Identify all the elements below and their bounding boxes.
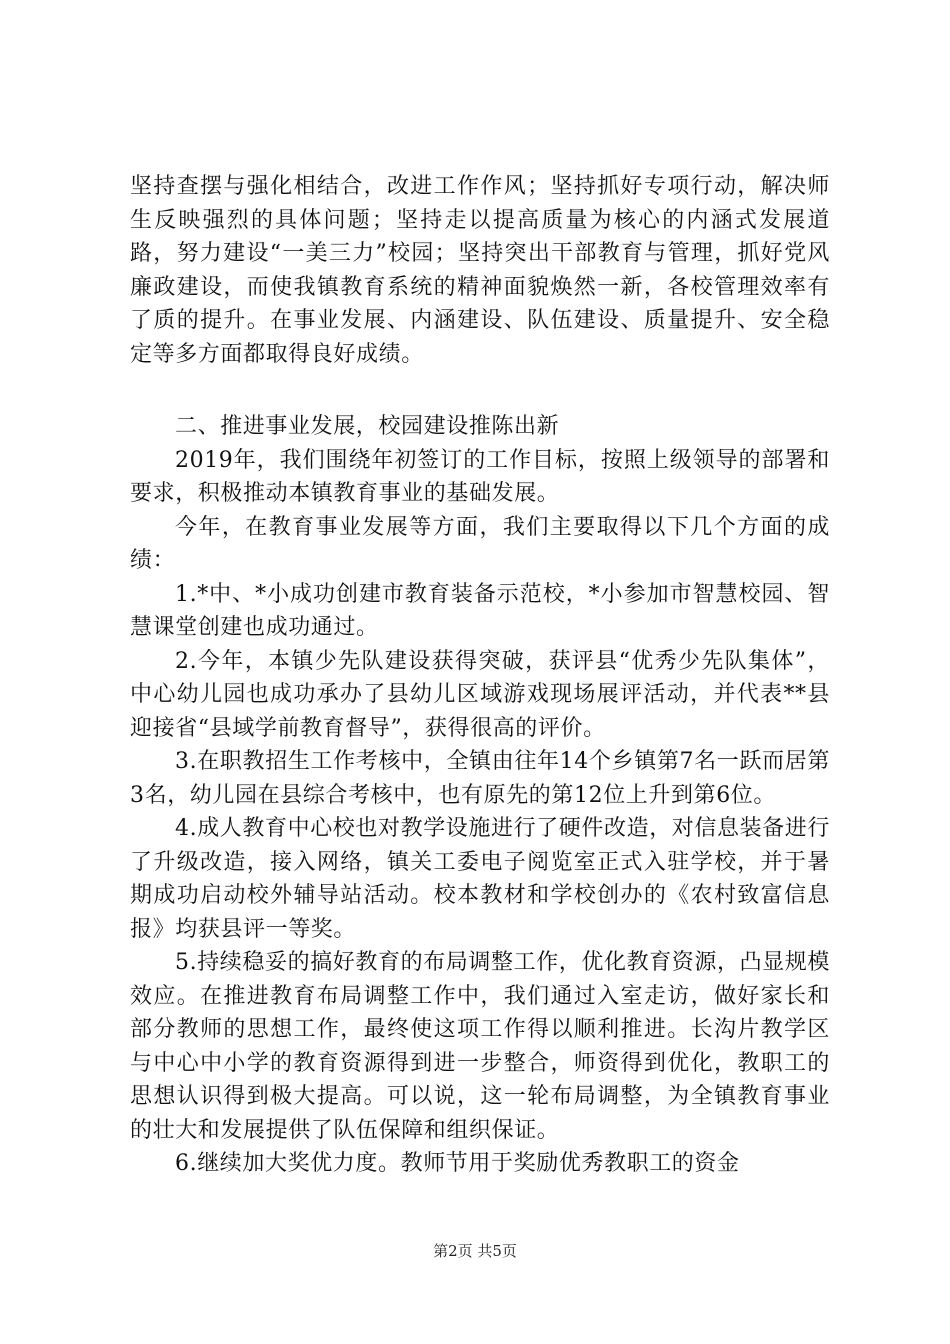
- paragraph-summary: 坚持查摆与强化相结合，改进工作作风；坚持抓好专项行动，解决师生反映强烈的具体问题；坚持走以提高质量为核心的内涵式发展道路，努力建设“一美三力”校园；坚持突出干部教育与管理，抓好党风廉政建设，而使我镇教育系统的精神面貌焕然一新，各校管理效率有了质的提升。在事业发展、内涵建设、队伍建设、质量提升、安全稳定等多方面都取得良好成绩。: [130, 174, 830, 367]
- document-body: [130, 170, 830, 1181]
- list-item-5: 5.持续稳妥的搞好教育的布局调整工作，优化教育资源，凸显规模效应。在推进教育布局调整工作中，我们通过入室走访，做好家长和部分教师的思想工作，最终使这项工作得以顺利推进。长沟片教学区与中心中小学的教育资源得到进一步整合，师资得到优化，教职工的思想认识得到极大提高。可以说，这一轮布局调整，为全镇教育事业的壮大和发展提供了队伍保障和组织保证。: [130, 950, 830, 1143]
- list-item-2: 2.今年，本镇少先队建设获得突破，获评县“优秀少先队集体”，中心幼儿园也成功承办了县幼儿区域游戏现场展评活动，并代表**县迎接省“县域学前教育督导”，获得很高的评价。: [130, 648, 830, 741]
- page-number-footer: 第2页 共5页: [433, 1242, 517, 1260]
- section-heading: 二、推进事业发展，校园建设推陈出新: [175, 414, 560, 439]
- paragraph-achievements-lead: 今年，在教育事业发展等方面，我们主要取得以下几个方面的成绩：: [130, 514, 830, 573]
- list-item-6: 6.继续加大奖优力度。教师节用于奖励优秀教职工的资金: [175, 1151, 740, 1176]
- list-item-1: 1.*中、*小成功创建市教育装备示范校，*小参加市智慧校园、智慧课堂创建也成功通过。: [130, 581, 830, 640]
- paragraph-intro: 2019年，我们围绕年初签订的工作目标，按照上级领导的部署和要求，积极推动本镇教育事业的基础发展。: [130, 447, 830, 506]
- list-item-4: 4.成人教育中心校也对教学设施进行了硬件改造，对信息装备进行了升级改造，接入网络，镇关工委电子阅览室正式入驻学校，并于暑期成功启动校外辅导站活动。校本教材和学校创办的《农村致富信息报》均获县评一等奖。: [130, 816, 830, 942]
- list-item-3: 3.在职教招生工作考核中，全镇由往年14个乡镇第7名一跃而居第3名，幼儿园在县综合考核中，也有原先的第12位上升到第6位。: [130, 749, 830, 808]
